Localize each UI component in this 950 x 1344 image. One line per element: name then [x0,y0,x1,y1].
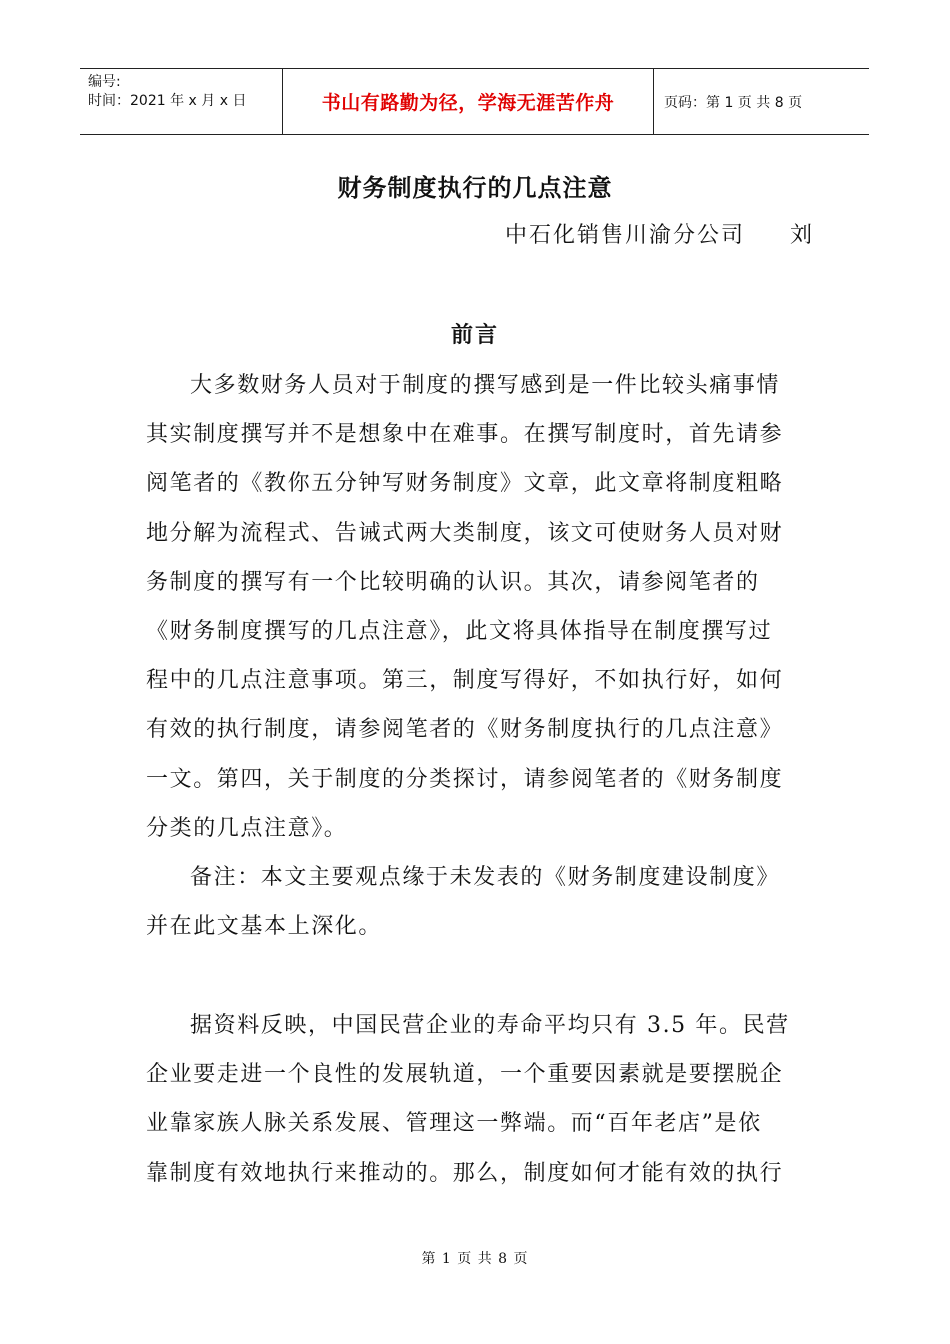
header-page-info: 页码：第 1 页 共 8 页 [664,94,803,111]
document-title: 财务制度执行的几点注意 [337,174,613,202]
paragraph-line: 阅笔者的《教你五分钟写财务制度》文章，此文章将制度粗略 [146,471,784,497]
document-header-table [80,68,869,135]
header-page-cell [654,69,869,134]
paragraph-line: 一文。第四，关于制度的分类探讨，请参阅笔者的《财务制度 [146,766,784,792]
paragraph-body [146,1001,806,1198]
section-heading: 前言 [450,323,499,348]
paragraph-line: 地分解为流程式、告诫式两大类制度，该文可使财务人员对财 [146,520,784,546]
document-author: 中石化销售川渝分公司 刘 [505,223,814,248]
paragraph-line: 程中的几点注意事项。第三，制度写得好，不如执行好，如何 [146,668,784,694]
header-motto: 书山有路勤为径，学海无涯苦作舟 [321,92,615,114]
paragraph-line: 分类的几点注意》。 [146,815,348,841]
paragraph-intro [146,361,806,853]
paragraph-line: 靠制度有效地执行来推动的。那么，制度如何才能有效的执行 [146,1160,784,1186]
paragraph-line: 据资料反映，中国民营企业的寿命平均只有 3.5 年。民营 [190,1013,790,1038]
paragraph-note [146,853,806,951]
document-date-label: 时间：2021 年 x 月 x 日 [88,93,247,109]
paragraph-line: 务制度的撰写有一个比较明确的认识。其次，请参阅笔者的 [146,569,760,595]
paragraph-line: 有效的执行制度，请参阅笔者的《财务制度执行的几点注意》 [146,717,784,743]
document-number-label: 编号: [88,74,121,90]
header-motto-cell [282,69,654,134]
page-footer: 第 1 页 共 8 页 [421,1251,529,1267]
paragraph-line: 《财务制度撰写的几点注意》，此文将具体指导在制度撰写过 [146,618,773,644]
paragraph-line: 大多数财务人员对于制度的撰写感到是一件比较头痛事情 [190,373,781,398]
paragraph-line: 业靠家族人脉关系发展、管理这一弊端。而“百年老店”是依 [146,1111,762,1137]
paragraph-line: 其实制度撰写并不是想象中在难事。在撰写制度时，首先请参 [146,422,784,448]
paragraph-line: 备注：本文主要观点缘于未发表的《财务制度建设制度》 [190,865,781,890]
paragraph-line: 并在此文基本上深化。 [146,914,383,940]
paragraph-line: 企业要走进一个良性的发展轨道，一个重要因素就是要摆脱企 [146,1062,784,1088]
header-meta-cell [80,69,282,134]
